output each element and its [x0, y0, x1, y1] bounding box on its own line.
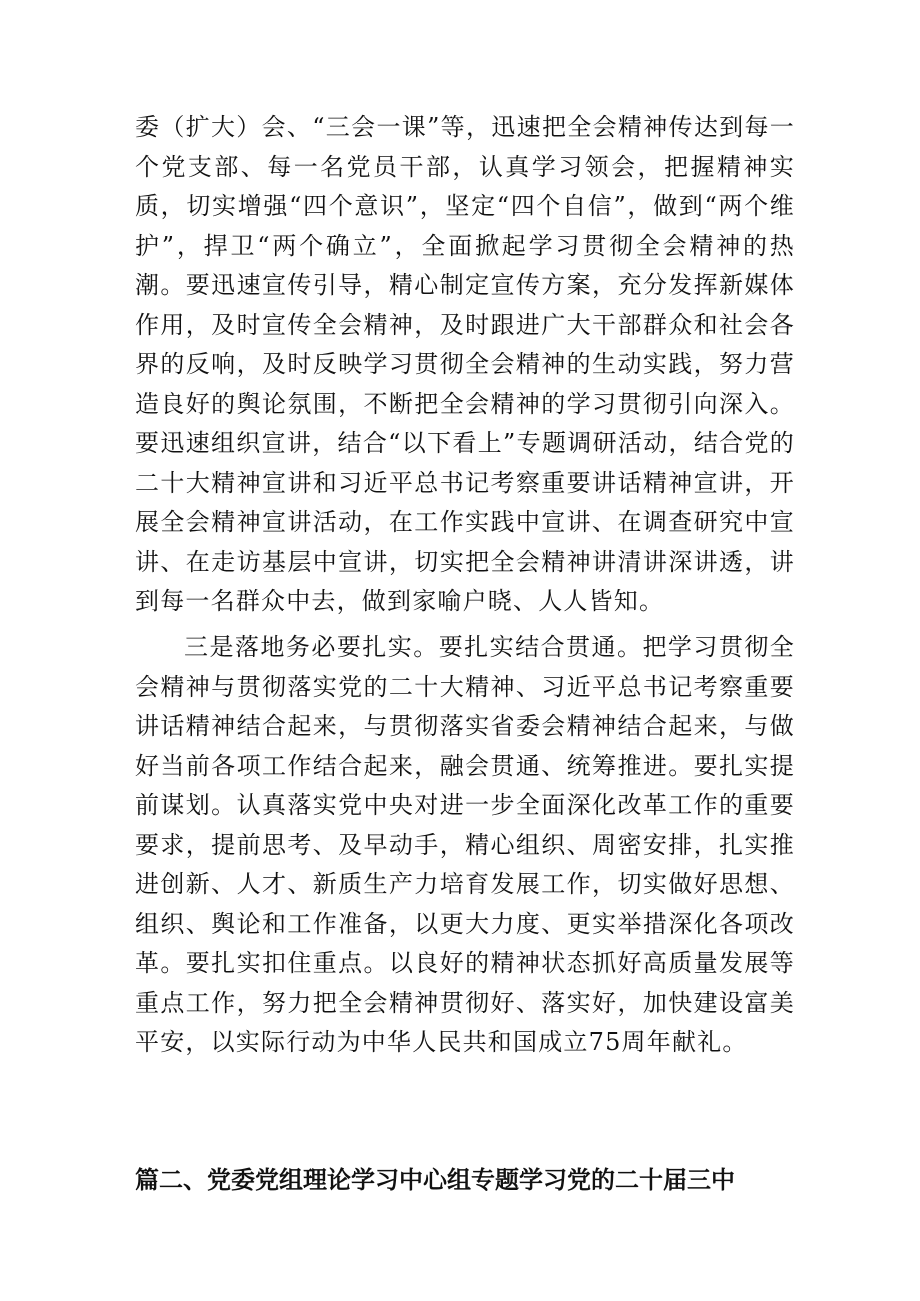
body-paragraph-1: 委（扩大）会、“三会一课”等，迅速把全会精神传达到每一个党支部、每一名党员干部，认真学习领会，把握精神实质，切实增强“四个意识”，坚定“四个自信”，做到“两个维护”，捍卫“两个确立”，全面掀起学习贯彻全会精神的热潮。要迅速宣传引导，精心制定宣传方案，充分发挥新媒体作用，及时宣传全会精神，及时跟进广大干部群众和社会各界的反响，及时反映学习贯彻全会精神的生动实践，努力营造良好的舆论氛围，不断把全会精神的学习贯彻引向深入。要迅速组织宣讲，结合“以下看上”专题调研活动，结合党的二十大精神宣讲和习近平总书记考察重要讲话精神宣讲，开展全会精神宣讲活动，在工作实践中宣讲、在调查研究中宣讲、在走访基层中宣讲，切实把全会精神讲清讲深讲透，讲到每一名群众中去，做到家喻户晓、人人皆知。 — [135, 113, 795, 615]
section-heading: 篇二、党委党组理论学习中心组专题学习党的二十届三中 — [135, 1166, 735, 1194]
body-paragraph-2: 三是落地务必要扎实。要扎实结合贯通。把学习贯彻全会精神与贯彻落实党的二十大精神、习近平总书记考察重要讲话精神结合起来，与贯彻落实省委会精神结合起来，与做好当前各项工作结合起来，融会贯通、统筹推进。要扎实提前谋划。认真落实党中央对进一步全面深化改革工作的重要要求，提前思考、及早动手，精心组织、周密安排，扎实推进创新、人才、新质生产力培育发展工作，切实做好思想、组织、舆论和工作准备，以更大力度、更实举措深化各项改革。要扎实扣住重点。以良好的精神状态抓好高质量发展等重点工作，努力把全会精神贯彻好、落实好，加快建设富美平安，以实际行动为中华人民共和国成立75周年献礼。 — [135, 633, 795, 1056]
